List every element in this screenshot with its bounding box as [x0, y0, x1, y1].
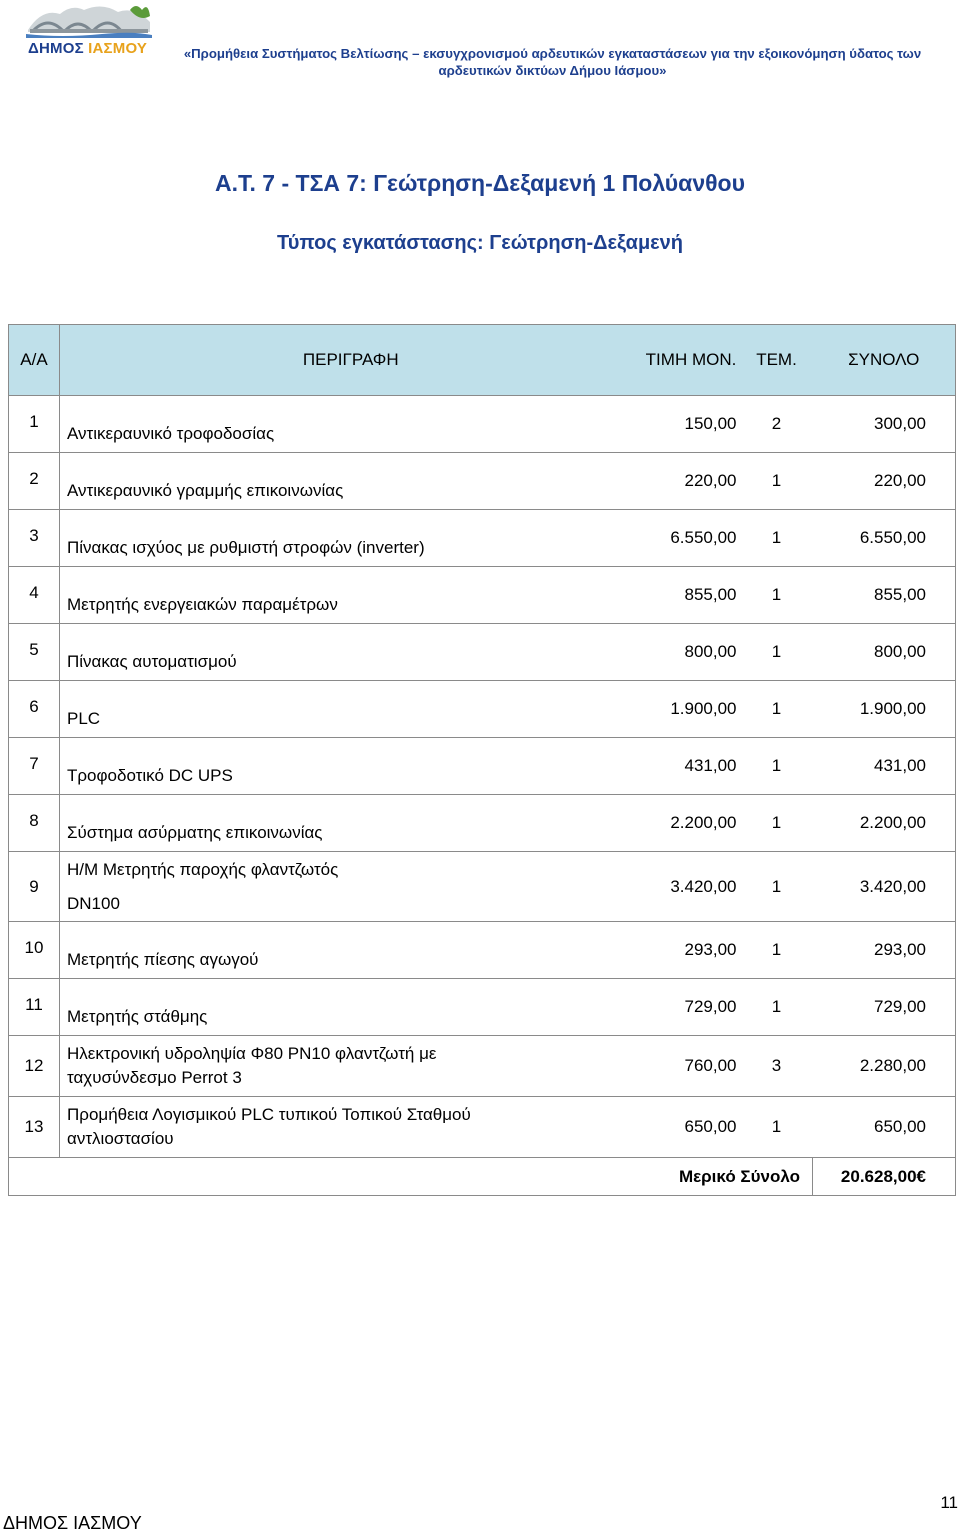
row-unit-price: 760,00	[642, 1036, 741, 1097]
row-quantity: 1	[741, 510, 813, 567]
row-total: 6.550,00	[813, 510, 956, 567]
row-description: PLC	[60, 681, 642, 738]
footer-municipality: ΔΗΜΟΣ ΙΑΣΜΟΥ	[3, 1513, 142, 1533]
row-description: Μετρητής πίεσης αγωγού	[60, 922, 642, 979]
row-total: 1.900,00	[813, 681, 956, 738]
row-unit-price: 1.900,00	[642, 681, 741, 738]
table-row	[9, 396, 956, 453]
subtotal-value: 20.628,00€	[813, 1158, 956, 1196]
row-description-line1: Προμήθεια Λογισμικού PLC τυπικού Τοπικού Σταθμού	[67, 1105, 471, 1124]
table-row	[9, 510, 956, 567]
row-unit-price: 855,00	[642, 567, 741, 624]
row-total: 431,00	[813, 738, 956, 795]
table-row	[9, 795, 956, 852]
row-description-line1: Ηλεκτρονική υδροληψία Φ80 ΡΝ10 φλαντζωτή με	[67, 1044, 437, 1063]
page-title: Α.Τ. 7 - ΤΣΑ 7: Γεώτρηση-Δεξαμενή 1 Πολύανθου	[215, 170, 745, 196]
row-quantity: 1	[741, 979, 813, 1036]
row-number: 5	[9, 624, 60, 681]
header-quantity: ΤΕΜ.	[741, 325, 813, 396]
row-number: 3	[9, 510, 60, 567]
row-quantity: 3	[741, 1036, 813, 1097]
row-quantity: 1	[741, 795, 813, 852]
row-description	[60, 852, 642, 922]
page-subtitle: Τύπος εγκατάστασης: Γεώτρηση-Δεξαμενή	[276, 232, 684, 254]
row-quantity: 1	[741, 738, 813, 795]
subtotal-row	[9, 1158, 956, 1196]
row-quantity: 1	[741, 1097, 813, 1158]
page-number: 11	[940, 1493, 958, 1512]
row-quantity: 1	[741, 922, 813, 979]
row-total: 2.280,00	[813, 1036, 956, 1097]
row-description	[60, 1097, 642, 1158]
row-total: 855,00	[813, 567, 956, 624]
row-quantity: 1	[741, 624, 813, 681]
row-number: 13	[9, 1097, 60, 1158]
row-description-line1: Η/Μ Μετρητής παροχής φλαντζωτός	[67, 859, 339, 879]
header-unit-price: ΤΙΜΗ ΜΟΝ.	[642, 325, 741, 396]
row-total: 2.200,00	[813, 795, 956, 852]
table-row	[9, 681, 956, 738]
row-quantity: 2	[741, 396, 813, 453]
table-row	[9, 624, 956, 681]
row-number: 1	[9, 396, 60, 453]
table-row	[9, 1036, 956, 1097]
row-total: 293,00	[813, 922, 956, 979]
row-unit-price: 293,00	[642, 922, 741, 979]
row-description: Μετρητής ενεργειακών παραμέτρων	[60, 567, 642, 624]
row-number: 9	[9, 852, 60, 922]
document-header: «Προμήθεια Συστήματος Βελτίωσης – εκσυγχρονισμού αρδευτικών εγκαταστάσεων για την εξοικονόμηση ύδατος των αρδευτικών δικτύων Δήμου Ιάσμου»	[183, 46, 922, 78]
table-row	[9, 1097, 956, 1158]
table-row	[9, 738, 956, 795]
subtotal-spacer	[60, 1158, 642, 1196]
row-number: 8	[9, 795, 60, 852]
logo-text-part2: ΙΑΣΜΟΥ	[88, 40, 148, 57]
row-total: 3.420,00	[813, 852, 956, 922]
subtotal-spacer	[9, 1158, 60, 1196]
row-number: 2	[9, 453, 60, 510]
subtotal-label: Μερικό Σύνολο	[642, 1158, 813, 1196]
logo-text-part1: ΔΗΜΟΣ	[28, 40, 89, 57]
row-description-line2: αντλιοστασίου	[67, 1129, 174, 1148]
row-unit-price: 150,00	[642, 396, 741, 453]
row-unit-price: 729,00	[642, 979, 741, 1036]
row-total: 220,00	[813, 453, 956, 510]
row-total: 300,00	[813, 396, 956, 453]
row-description: Μετρητής στάθμης	[60, 979, 642, 1036]
row-unit-price: 800,00	[642, 624, 741, 681]
table-row	[9, 567, 956, 624]
header-description: ΠΕΡΙΓΡΑΦΗ	[60, 325, 642, 396]
row-number: 4	[9, 567, 60, 624]
row-number: 7	[9, 738, 60, 795]
logo-text	[28, 40, 147, 57]
row-total: 650,00	[813, 1097, 956, 1158]
row-unit-price: 650,00	[642, 1097, 741, 1158]
row-unit-price: 431,00	[642, 738, 741, 795]
row-description: Πίνακας ισχύος με ρυθμιστή στροφών (inverter)	[60, 510, 642, 567]
row-unit-price: 220,00	[642, 453, 741, 510]
items-table	[8, 324, 956, 1196]
row-number: 6	[9, 681, 60, 738]
table-row	[9, 922, 956, 979]
row-description-line2: ταχυσύνδεσμο Perrot 3	[67, 1068, 242, 1087]
row-unit-price: 6.550,00	[642, 510, 741, 567]
table-row	[9, 979, 956, 1036]
row-number: 11	[9, 979, 60, 1036]
row-description: Αντικεραυνικό τροφοδοσίας	[60, 396, 642, 453]
header-total: ΣΥΝΟΛΟ	[813, 325, 956, 396]
row-description: Τροφοδοτικό DC UPS	[60, 738, 642, 795]
row-unit-price: 2.200,00	[642, 795, 741, 852]
row-unit-price: 3.420,00	[642, 852, 741, 922]
row-quantity: 1	[741, 567, 813, 624]
row-total: 800,00	[813, 624, 956, 681]
row-description	[60, 1036, 642, 1097]
row-quantity: 1	[741, 453, 813, 510]
row-quantity: 1	[741, 852, 813, 922]
header-aa: Α/Α	[9, 325, 60, 396]
row-description: Σύστημα ασύρματης επικοινωνίας	[60, 795, 642, 852]
table-row	[9, 852, 956, 922]
table-row	[9, 453, 956, 510]
table-header-row	[9, 325, 956, 396]
row-description: Αντικεραυνικό γραμμής επικοινωνίας	[60, 453, 642, 510]
row-quantity: 1	[741, 681, 813, 738]
row-number: 12	[9, 1036, 60, 1097]
row-description-line2: DN100	[67, 893, 120, 913]
row-total: 729,00	[813, 979, 956, 1036]
row-description: Πίνακας αυτοματισμού	[60, 624, 642, 681]
row-number: 10	[9, 922, 60, 979]
